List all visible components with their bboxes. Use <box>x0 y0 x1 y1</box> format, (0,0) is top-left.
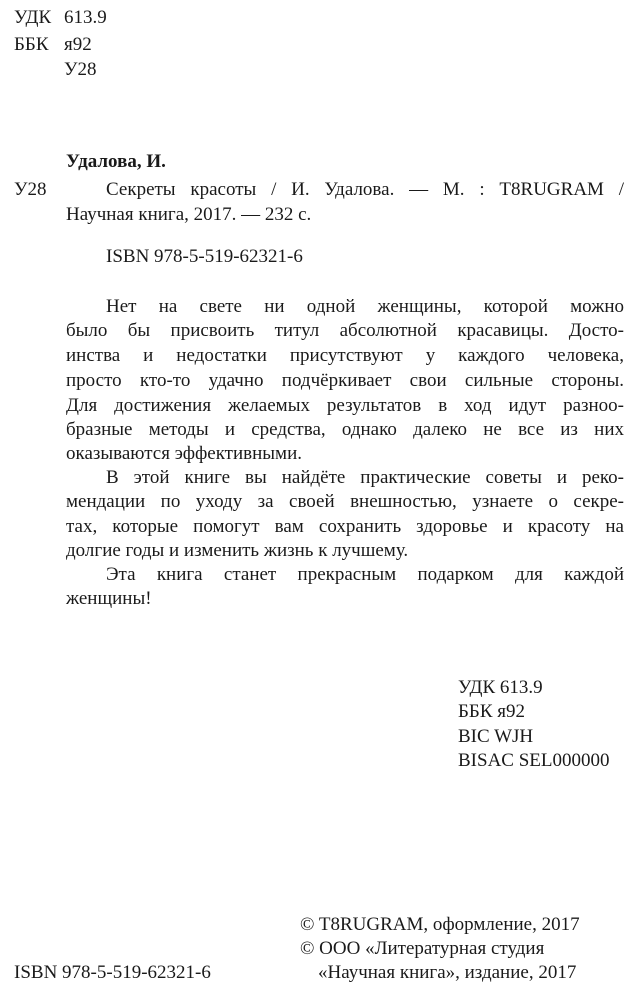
udk-value: 613.9 <box>64 7 107 28</box>
annotation-line: тах, которые помогут вам сохранить здоровье и красоту на <box>66 516 624 537</box>
annotation-line: Эта книга станет прекрасным подарком для каждой <box>106 564 624 585</box>
annotation-line: инства и недостатки присутствуют у каждого человека, <box>66 345 624 366</box>
isbn-record: ISBN 978-5-519-62321-6 <box>106 246 303 267</box>
author-heading: Удалова, И. <box>66 151 166 172</box>
bic-code: BIC WJH <box>458 726 534 747</box>
bbk-row <box>14 33 92 57</box>
udk-row <box>14 6 107 30</box>
bbk-code: ББК я92 <box>458 701 525 722</box>
annotation-line: бразные методы и средства, однако далеко не все из них <box>66 419 624 440</box>
copyright-design: © T8RUGRAM, оформление, 2017 <box>300 914 580 935</box>
bibliographic-line-1: Секреты красоты / И. Удалова. — М. : T8RUGRAM / <box>106 179 624 200</box>
copyright-edition: «Научная книга», издание, 2017 <box>318 962 577 983</box>
margin-author-mark: У28 <box>14 179 47 200</box>
udk-code: УДК 613.9 <box>458 677 543 698</box>
annotation-line: долгие годы и изменить жизнь к лучшему. <box>66 540 409 561</box>
bbk-label: ББК <box>14 34 49 55</box>
annotation-line: мендации по уходу за своей внешностью, узнаете о секре- <box>66 491 624 512</box>
annotation-line: Для достижения желаемых результатов в ход идут разноо- <box>66 395 624 416</box>
author-mark: У28 <box>64 59 97 80</box>
copyright-publisher: © ООО «Литературная студия <box>300 938 545 959</box>
annotation-line: оказываются эффективными. <box>66 443 302 464</box>
bibliographic-line-2: Научная книга, 2017. — 232 с. <box>66 204 312 225</box>
annotation-line: Нет на свете ни одной женщины, которой можно <box>106 296 624 317</box>
annotation-line: просто кто-то удачно подчёркивает свои сильные стороны. <box>66 370 624 391</box>
annotation-line: женщины! <box>66 588 152 609</box>
footer-isbn: ISBN 978-5-519-62321-6 <box>14 962 211 983</box>
bisac-code: BISAC SEL000000 <box>458 750 610 771</box>
author-mark-row <box>14 58 96 82</box>
annotation-line: было бы присвоить титул абсолютной красавицы. Досто- <box>66 320 624 341</box>
udk-label: УДК <box>14 7 52 28</box>
bbk-value: я92 <box>64 34 92 55</box>
annotation-line: В этой книге вы найдёте практические советы и реко- <box>106 467 624 488</box>
